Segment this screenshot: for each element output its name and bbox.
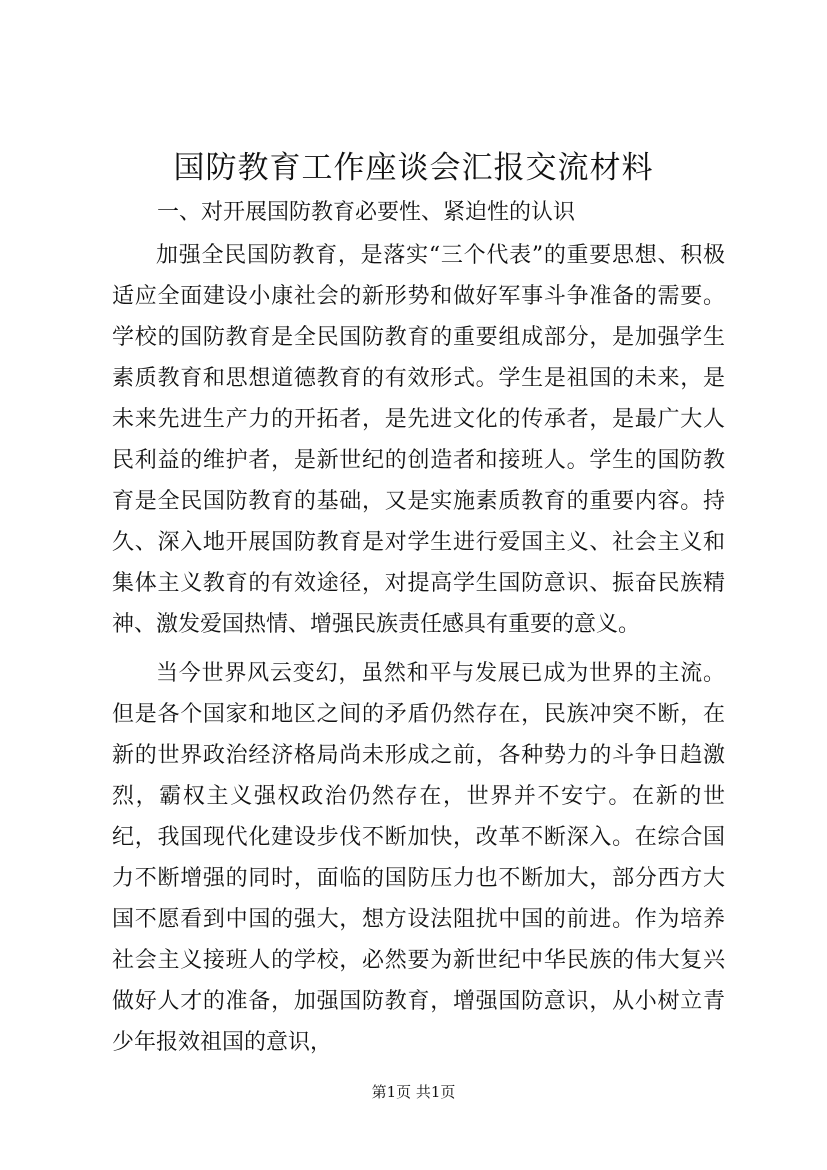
section-heading: 一、对开展国防教育必要性、紧迫性的认识	[157, 200, 576, 225]
body-paragraph: 当今世界风云变幻，虽然和平与发展已成为世界的主流。但是各个国家和地区之间的矛盾仍然存在，民族冲突不断，在新的世界政治经济格局尚未形成之前，各种势力的斗争日趋激烈，霸权主义强权政治仍然存在，世界并不安宁。在新的世纪，我国现代化建设步伐不断加快，改革不断深入。在综合国力不断增强的同时，面临的国防压力也不断加大，部分西方大国不愿看到中国的强大，想方设法阻扰中国的前进。作为培养社会主义接班人的学校，必然要为新世纪中华民族的伟大复兴做好人才的准备，加强国防教育，增强国防意识，从小树立青少年报效祖国的意识，	[112, 661, 725, 1055]
document-title: 国防教育工作座谈会汇报交流材料	[173, 150, 654, 186]
body-paragraph: 加强全民国防教育，是落实“三个代表”的重要思想、积极适应全面建设小康社会的新形势和做好军事斗争准备的需要。学校的国防教育是全民国防教育的重要组成部分，是加强学生素质教育和思想道德教育的有效形式。学生是祖国的未来，是未来先进生产力的开拓者，是先进文化的传承者，是最广大人民利益的维护者，是新世纪的创造者和接班人。学生的国防教育是全民国防教育的基础，又是实施素质教育的重要内容。持久、深入地开展国防教育是对学生进行爱国主义、社会主义和集体主义教育的有效途径，对提高学生国防意识、振奋民族精神、激发爱国热情、增强民族责任感具有重要的意义。	[112, 243, 725, 637]
page-footer: 第1页 共1页	[371, 1083, 456, 1101]
